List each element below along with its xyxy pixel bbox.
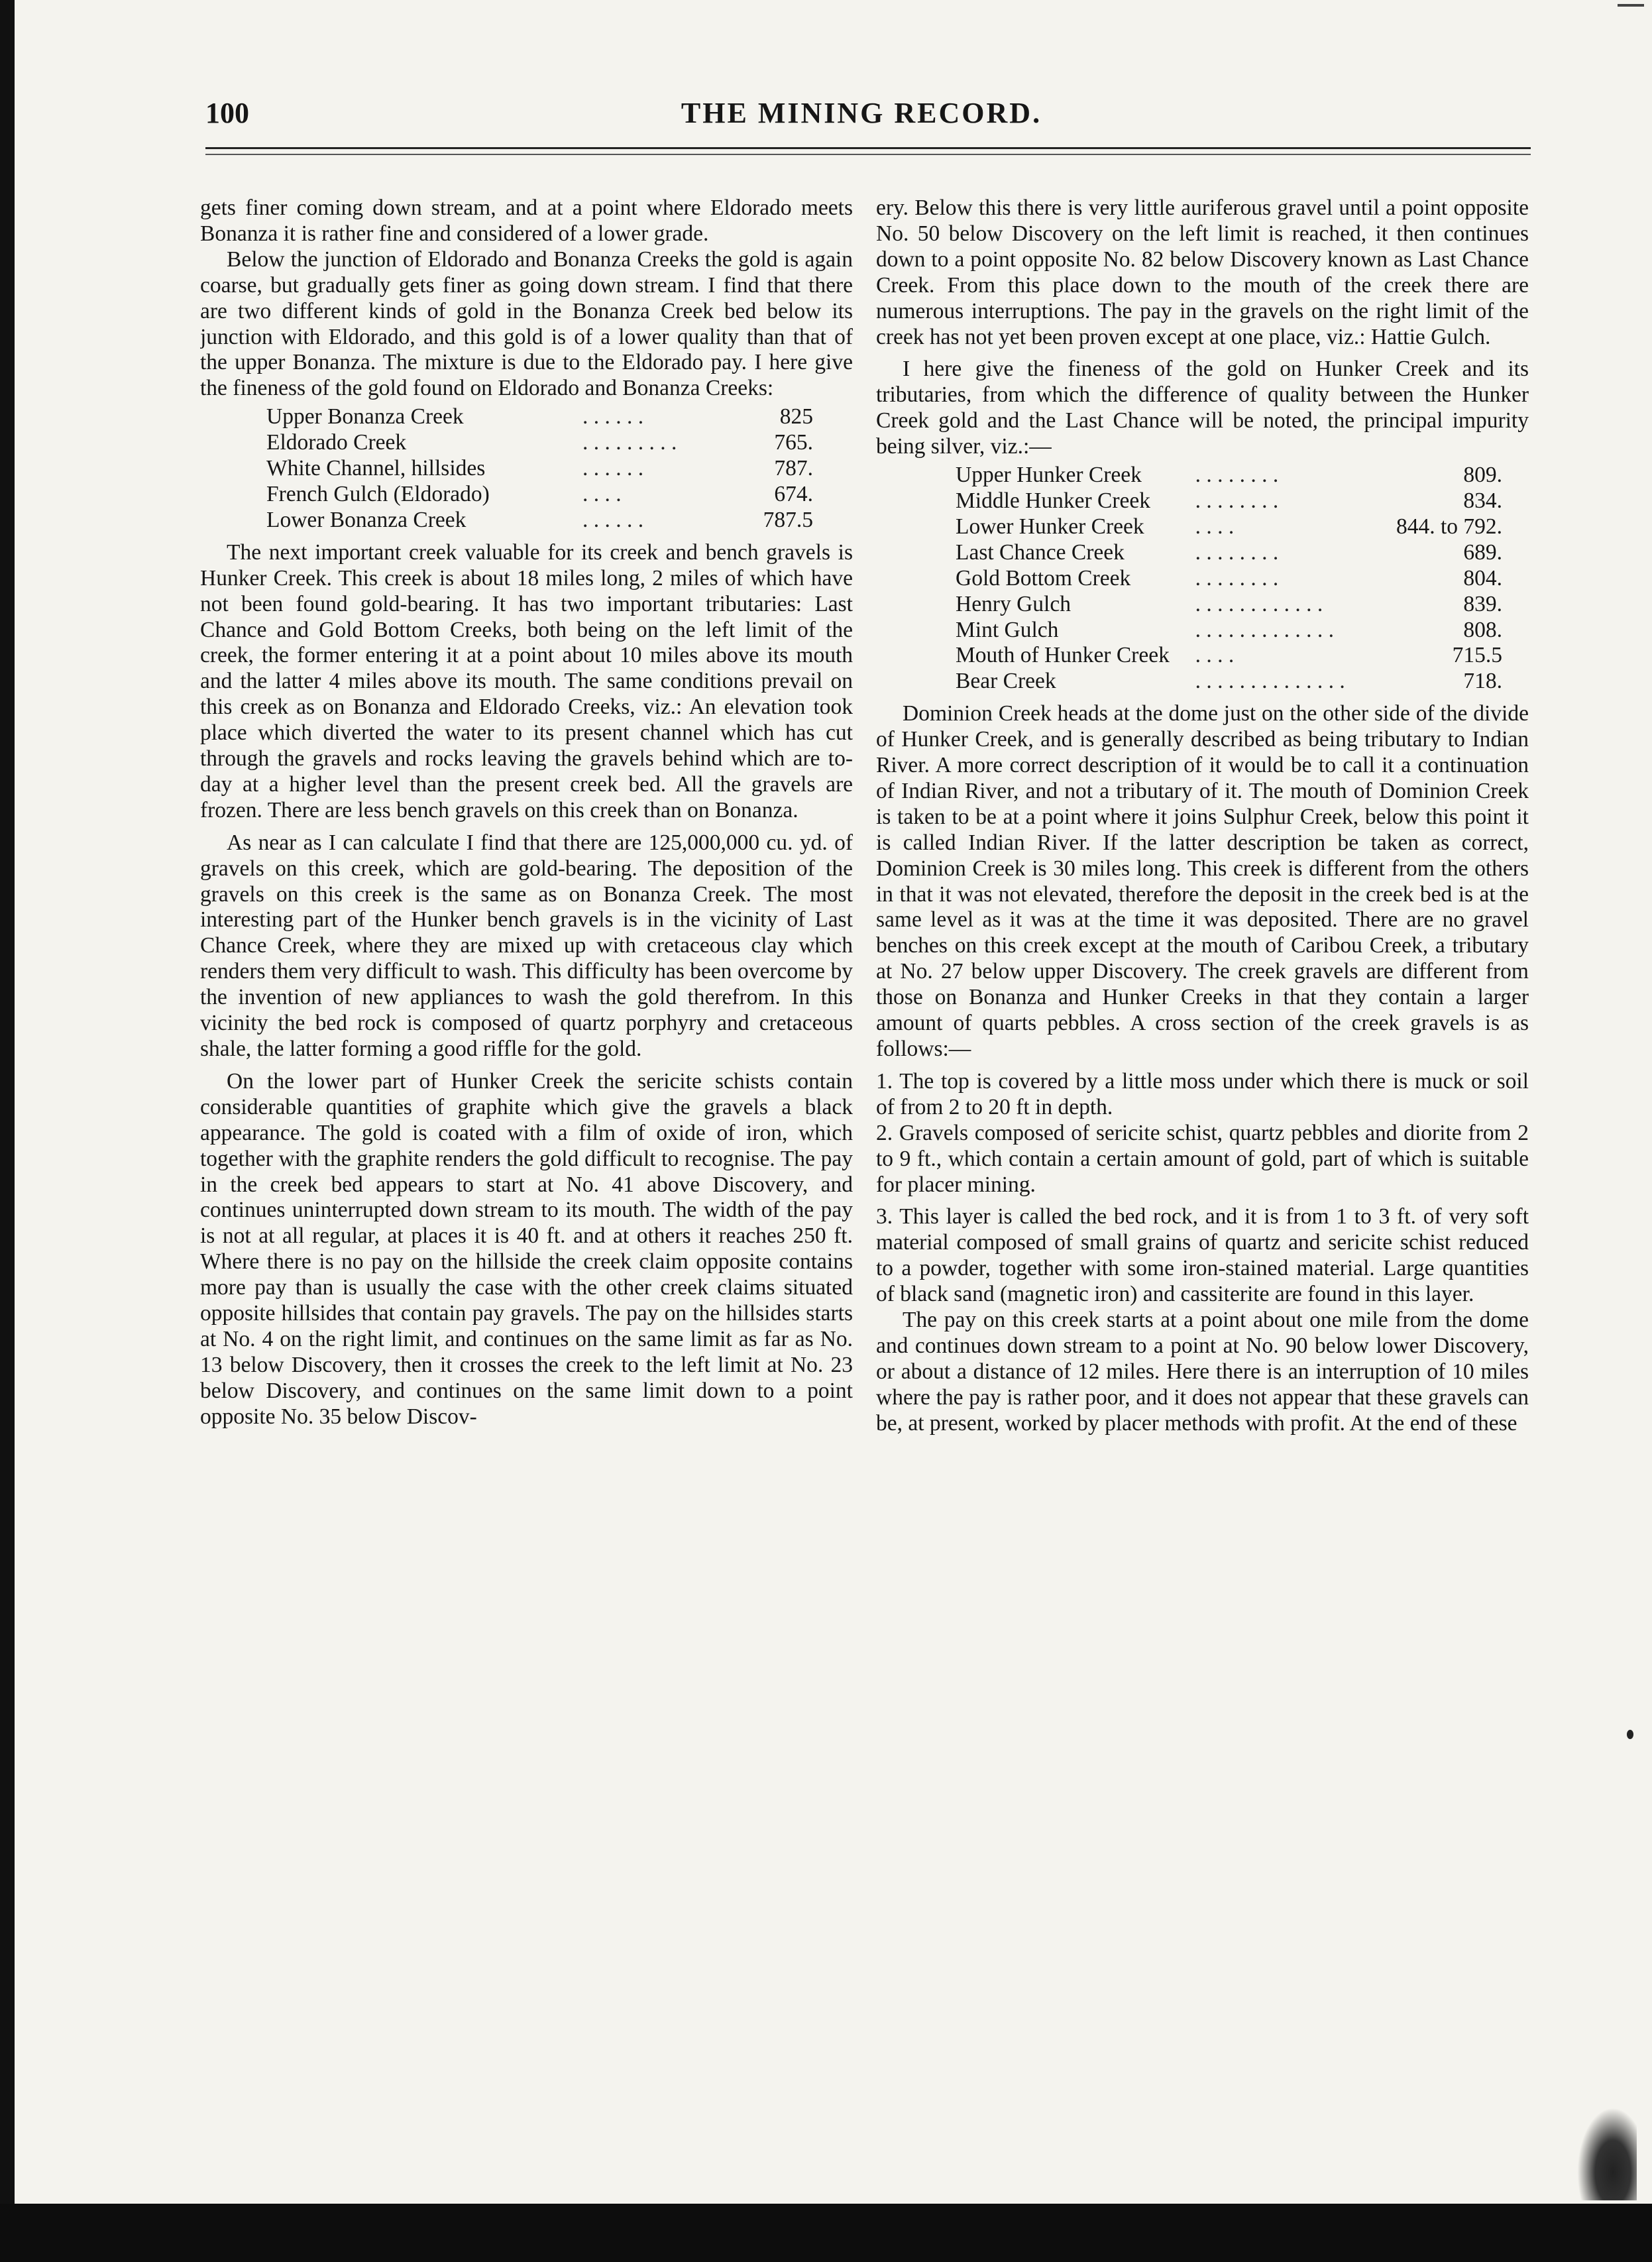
creek-name: Last Chance Creek	[956, 539, 1125, 565]
margin-mark	[1627, 1730, 1633, 1739]
table-row	[200, 430, 853, 456]
table-row	[200, 456, 853, 482]
table-row	[200, 508, 853, 534]
leader-dots: . . . . . .	[582, 404, 644, 429]
fineness-value: 787.5	[763, 507, 813, 532]
list-item: 1. The top is covered by a little moss under which there is muck or soil of from 2 to 20 ft in depth.	[876, 1068, 1529, 1119]
paragraph: ery. Below this there is very little auriferous gravel until a point opposite No. 50 below Discovery on the left limit is reached, it then continues down to a point opposite No. 82 below Discovery known as Last Chance Creek. From this place down to the mouth of the creek there are numerous interruptions. The pay in the gravels on the right limit of the creek has not yet been proven except at one place, viz.: Hattie Gulch.	[876, 196, 1529, 349]
right-column	[876, 196, 1529, 2197]
table-row	[876, 488, 1529, 514]
table-row	[200, 404, 853, 430]
left-column	[200, 196, 853, 2197]
scan-edge-left	[0, 0, 15, 2262]
paragraph: On the lower part of Hunker Creek the sericite schists contain considerable quantities of graphite which give the gravels a black appearance. The gold is coated with a film of oxide of iron, which together with the graphite renders the gold difficult to recognise. The pay in the creek bed appears to start at No. 41 above Discovery, and continues uninterrupted down stream to its mouth. The width of the pay is not at all regular, at places it is 40 ft. and at others it reaches 250 ft. Where there is no pay on the hillside the creek claim opposite contains more pay than is usually the case with the other creek claims situated opposite hillsides that contain pay gravels. The pay on the hillsides starts at No. 4 on the right limit, and continues on the same limit as far as No. 13 below Discovery, then it crosses the creek to the left limit at No. 23 below Discovery, and continues on the same limit down to a point opposite No. 35 below Discov-	[200, 1068, 853, 1429]
fineness-value: 808.	[1463, 617, 1502, 642]
list-item: 3. This layer is called the bed rock, and it is from 1 to 3 ft. of very soft material composed of small grains of quartz and sericite schist reduced to a powder, together with some iron-stained material. Large quantities of black sand (magnetic iron) and cassiterite are found in this layer.	[876, 1204, 1529, 1307]
leader-dots: . . . . . . . . . . . .	[1195, 591, 1323, 616]
leader-dots: . . . . . . . . .	[582, 430, 677, 455]
leader-dots: . . . . . . . .	[1195, 488, 1279, 513]
table-row	[876, 618, 1529, 644]
leader-dots: . . . . . .	[582, 456, 644, 481]
table-row	[200, 482, 853, 508]
leader-dots: . . . . . . . .	[1195, 539, 1279, 565]
header-rule-thin	[205, 154, 1531, 155]
creek-name: Bear Creek	[956, 669, 1056, 694]
paragraph: Below the junction of Eldorado and Bonanza Creeks the gold is again coarse, but gradually gets finer as going down stream. I find that there are two different kinds of gold in the Bonanza Creek bed below its junction with Eldorado, and this gold is of a lower quality than that of the upper Bonanza. The mixture is due to the Eldorado pay. I here give the fineness of the gold found on Eldorado and Bonanza Creeks:	[200, 247, 853, 401]
fineness-value: 718.	[1463, 669, 1502, 694]
fineness-table-bonanza	[200, 404, 853, 534]
creek-name: Henry Gulch	[956, 591, 1071, 616]
fineness-value: 834.	[1463, 488, 1502, 513]
header-rule	[205, 147, 1531, 149]
fineness-value: 674.	[774, 481, 813, 506]
creek-name: Gold Bottom Creek	[956, 565, 1131, 591]
table-row	[876, 643, 1529, 669]
table-row	[876, 463, 1529, 488]
creek-name: Eldorado Creek	[266, 430, 407, 455]
fineness-value: 765.	[774, 430, 813, 455]
creek-name: Middle Hunker Creek	[956, 488, 1150, 513]
paragraph: Dominion Creek heads at the dome just on the other side of the divide of Hunker Creek, and is generally described as being tributary to Indian River. A more correct description of it would be to call it a continuation of Indian River, and not a tributary of it. The mouth of Dominion Creek is taken to be at a point where it joins Sulphur Creek, below this point it is called Indian River. If the latter description be taken as correct, Dominion Creek is 30 miles long. This creek is different from the others in that it was not elevated, therefore the deposit in the creek bed is at the same level as it was at the time it was deposited. There are no gravel benches on this creek except at the mouth of Caribou Creek, a tributary at No. 27 below upper Discovery. The creek gravels are different from those on Bonanza and Hunker Creeks in that they contain a larger amount of quarts pebbles. A cross section of the creek gravels is as follows:—	[876, 701, 1529, 1061]
creek-name: White Channel, hillsides	[266, 456, 486, 481]
paragraph: gets finer coming down stream, and at a point where Eldorado meets Bonanza it is rather fine and considered of a lower grade.	[200, 196, 853, 246]
fineness-value: 804.	[1463, 565, 1502, 591]
creek-name: Upper Bonanza Creek	[266, 404, 464, 429]
creek-name: Upper Hunker Creek	[956, 463, 1142, 488]
table-row	[876, 540, 1529, 566]
table-row	[876, 514, 1529, 540]
fineness-value: 839.	[1463, 591, 1502, 616]
fineness-value: 715.5	[1452, 643, 1502, 668]
leader-dots: . . . .	[1195, 643, 1235, 668]
paragraph: As near as I can calculate I find that there are 125,000,000 cu. yd. of gravels on this creek, which are gold-bearing. The deposition of the gravels on this creek is the same as on Bonanza Creek. The most interesting part of the Hunker bench gravels is in the vicinity of Last Chance Creek, where they are mixed up with cretaceous clay which renders them very difficult to wash. This difficulty has been overcome by the invention of new appliances to wash the gold therefrom. In this vicinity the bed rock is composed of quartz porphyry and cretaceous shale, the latter forming a good riffle for the gold.	[200, 830, 853, 1061]
fineness-value: 787.	[774, 456, 813, 481]
fineness-table-hunker	[876, 463, 1529, 695]
fineness-value: 809.	[1463, 463, 1502, 488]
leader-dots: . . . . . . . . . . . . .	[1195, 617, 1335, 642]
scan-mark	[1618, 4, 1644, 7]
table-row	[876, 669, 1529, 695]
leader-dots: . . . .	[582, 481, 622, 506]
scan-edge-bottom	[0, 2204, 1652, 2262]
creek-name: French Gulch (Eldorado)	[266, 481, 490, 506]
fineness-value: 844. to 792.	[1396, 514, 1502, 539]
paragraph: The next important creek valuable for its creek and bench gravels is Hunker Creek. This creek is about 18 miles long, 2 miles of which have not been found gold-bearing. It has two important tributaries: Last Chance and Gold Bottom Creeks, both being on the left limit of the creek, the former entering it at a point about 10 miles above its mouth and the latter 4 miles above its mouth. The same conditions prevail on this creek as on Bonanza and Eldorado Creeks, viz.: An elevation took place which diverted the water to its present channel which has cut through the gravels and rocks leaving the gravels behind which are to-day at a higher level than the present creek bed. All the gravels are frozen. There are less bench gravels on this creek than on Bonanza.	[200, 539, 853, 822]
creek-name: Lower Hunker Creek	[956, 514, 1144, 539]
creek-name: Lower Bonanza Creek	[266, 507, 467, 532]
fineness-value: 825	[779, 404, 813, 429]
page-number: 100	[205, 97, 249, 129]
table-row	[876, 566, 1529, 592]
creek-name: Mouth of Hunker Creek	[956, 643, 1170, 668]
journal-title: THE MINING RECORD.	[681, 97, 1042, 129]
leader-dots: . . . .	[1195, 514, 1235, 539]
running-head	[199, 96, 1524, 142]
leader-dots: . . . . . . . . . . . . . .	[1195, 669, 1345, 694]
leader-dots: . . . . . . . .	[1195, 565, 1279, 591]
list-item: 2. Gravels composed of sericite schist, quartz pebbles and diorite from 2 to 9 ft., which contain a certain amount of gold, part of which is suitable for placer mining.	[876, 1120, 1529, 1197]
creek-name: Mint Gulch	[956, 617, 1059, 642]
scan-smudge	[1577, 2108, 1637, 2200]
fineness-value: 689.	[1463, 539, 1502, 565]
leader-dots: . . . . . . . .	[1195, 463, 1279, 488]
leader-dots: . . . . . .	[582, 507, 644, 532]
table-row	[876, 592, 1529, 618]
paragraph: I here give the fineness of the gold on Hunker Creek and its tributaries, from which the difference of quality between the Hunker Creek gold and the Last Chance will be noted, the principal impurity being silver, viz.:—	[876, 357, 1529, 459]
paragraph: The pay on this creek starts at a point about one mile from the dome and continues down stream to a point at No. 90 below lower Discovery, or about a distance of 12 miles. Here there is an interruption of 10 miles where the pay is rather poor, and it does not appear that these gravels can be, at present, worked by placer methods with profit. At the end of these	[876, 1308, 1529, 1436]
